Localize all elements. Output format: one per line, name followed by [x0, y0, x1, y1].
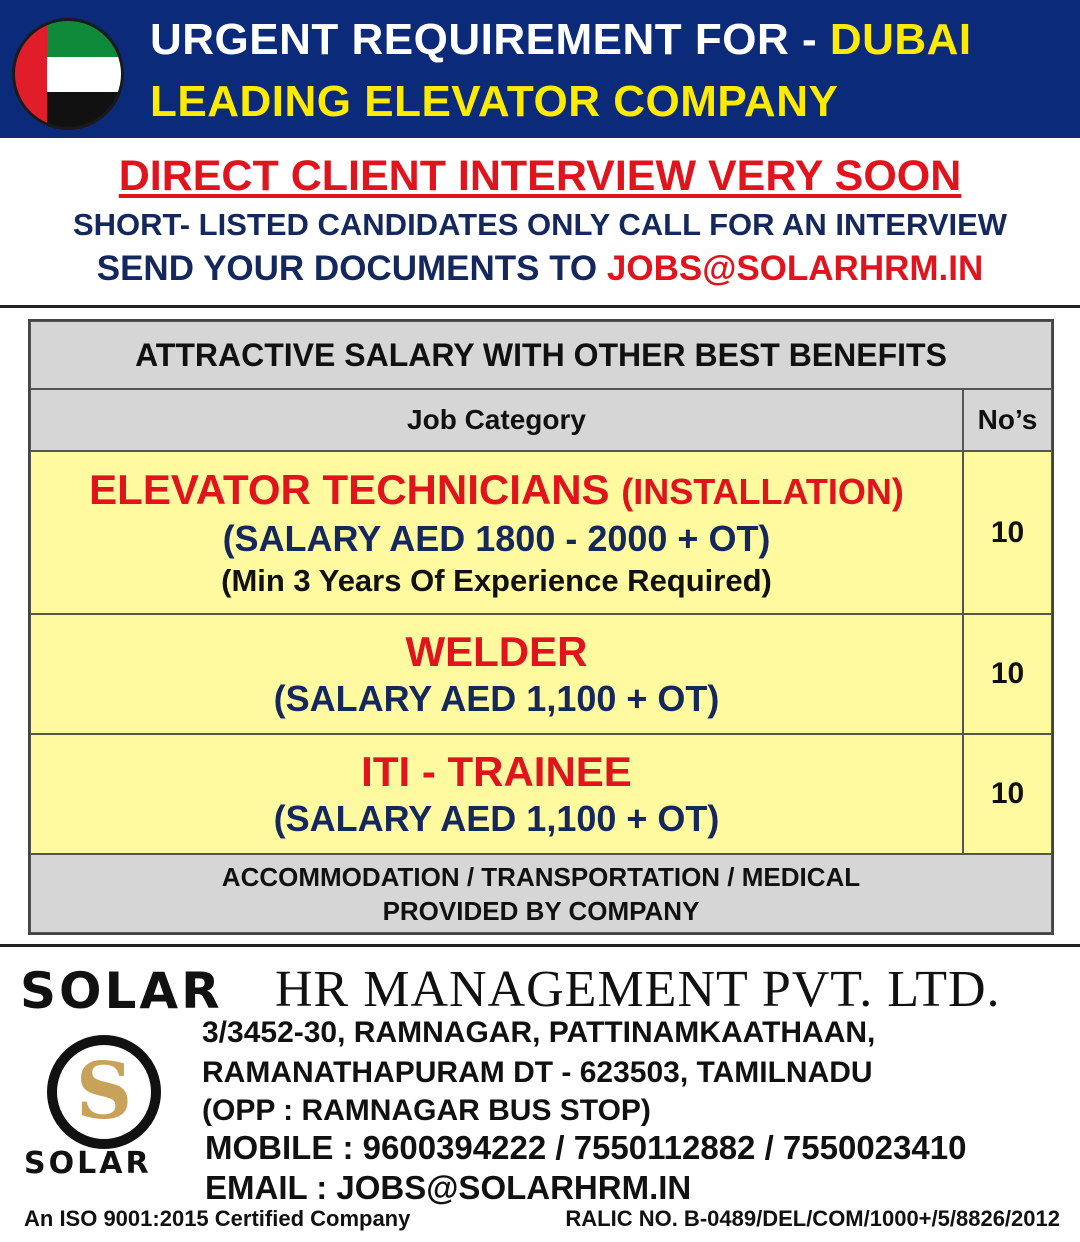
divider — [0, 944, 1080, 947]
solar-logo-icon — [44, 1032, 164, 1152]
divider — [0, 305, 1080, 308]
address-line-2: RAMANATHAPURAM DT - 623503, TAMILNADU — [202, 1056, 873, 1089]
brand-wordmark: SOLAR — [20, 962, 223, 1020]
column-header-job-category: Job Category — [30, 389, 963, 451]
company-name: HR MANAGEMENT PVT. LTD. — [275, 961, 1001, 1018]
benefits-provided-line-2: PROVIDED BY COMPANY — [382, 895, 700, 926]
job-title: ITI - TRAINEE — [361, 748, 632, 795]
uae-flag-icon — [12, 18, 124, 130]
mobile-numbers[interactable]: MOBILE : 9600394222 / 7550112882 / 7550023410 — [205, 1129, 967, 1166]
header-line-2: LEADING ELEVATOR COMPANY — [150, 77, 839, 126]
table-row — [30, 451, 963, 614]
job-salary: (SALARY AED 1800 - 2000 + OT) — [222, 517, 771, 559]
address-line-1: 3/3452-30, RAMNAGAR, PATTINAMKAATHAAN, — [202, 1016, 876, 1049]
job-count: 10 — [963, 734, 1052, 854]
table-row — [30, 614, 963, 734]
address-line-3: (OPP : RAMNAGAR BUS STOP) — [202, 1094, 651, 1127]
job-salary: (SALARY AED 1,100 + OT) — [273, 678, 720, 719]
header-location: DUBAI — [829, 15, 972, 64]
logo-letter: S — [75, 1046, 133, 1137]
job-requirement: (Min 3 Years Of Experience Required) — [221, 562, 772, 598]
logo-wordmark: SOLAR — [24, 1146, 152, 1181]
job-table — [28, 319, 1054, 935]
ralic-number: RALIC NO. B-0489/DEL/COM/1000+/5/8826/2012 — [565, 1206, 1060, 1231]
job-title: ELEVATOR TECHNICIANS (INSTALLATION) — [89, 465, 904, 513]
table-row — [30, 734, 963, 854]
job-count: 10 — [963, 451, 1052, 614]
job-salary: (SALARY AED 1,100 + OT) — [273, 798, 720, 839]
benefits-provided-line-1: ACCOMMODATION / TRANSPORTATION / MEDICAL — [221, 861, 861, 892]
header-line-1: URGENT REQUIREMENT FOR - DUBAI — [150, 15, 972, 64]
send-documents-line: SEND YOUR DOCUMENTS TO JOBS@SOLARHRM.IN — [96, 249, 984, 288]
email-contact[interactable]: EMAIL : JOBS@SOLARHRM.IN — [205, 1169, 692, 1206]
header-banner — [0, 0, 1080, 138]
benefits-title: ATTRACTIVE SALARY WITH OTHER BEST BENEFITS — [30, 321, 1052, 389]
shortlist-notice: SHORT- LISTED CANDIDATES ONLY CALL FOR AN INTERVIEW — [72, 207, 1008, 242]
iso-certification: An ISO 9001:2015 Certified Company — [24, 1206, 411, 1231]
interview-notice: DIRECT CLIENT INTERVIEW VERY SOON — [118, 152, 962, 200]
job-title: WELDER — [405, 628, 588, 675]
benefits-provided — [30, 854, 1052, 933]
job-count: 10 — [963, 614, 1052, 734]
column-header-count: No’s — [963, 389, 1052, 451]
send-email-link[interactable]: JOBS@SOLARHRM.IN — [606, 249, 984, 288]
